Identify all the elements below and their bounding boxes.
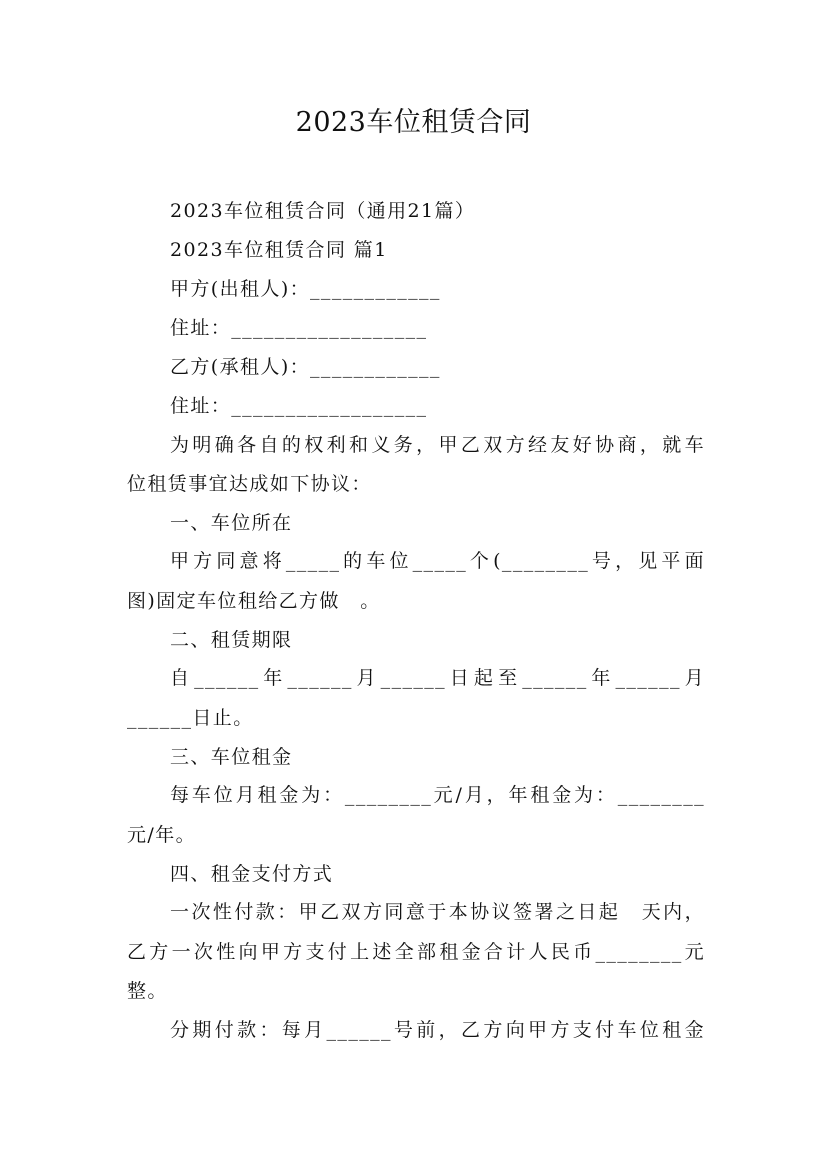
text-line: 整。 <box>127 980 168 1002</box>
text-line: 乙方一次性向甲方支付上述全部租金合计人民币________元 <box>127 941 705 963</box>
text-line: 住址：__________________ <box>170 317 428 339</box>
text-line: 为明确各自的权利和义务，甲乙双方经友好协商，就车 <box>170 434 705 456</box>
section-heading: 四、租金支付方式 <box>170 863 334 885</box>
text-line: 一次性付款：甲乙双方同意于本协议签署之日起 天内， <box>170 901 705 923</box>
text-line: 甲方同意将_____的车位_____个(________号，见平面 <box>170 550 705 572</box>
text-line: 分期付款：每月______号前，乙方向甲方支付车位租金 <box>170 1019 705 1041</box>
text-line: 每车位月租金为：________元/月，年租金为：________ <box>170 784 705 806</box>
text-line: 2023车位租赁合同（通用21篇） <box>170 200 476 222</box>
document-title: 2023车位租赁合同 <box>295 107 532 138</box>
text-line: 甲方(出租人)：____________ <box>170 278 441 300</box>
text-line: 自______年______月______日起至______年______月 <box>170 667 705 689</box>
text-line: 元/年。 <box>127 824 197 846</box>
text-line: 乙方(承租人)：____________ <box>170 356 441 378</box>
section-heading: 一、车位所在 <box>170 512 293 534</box>
text-line: 2023车位租赁合同 篇1 <box>170 239 388 261</box>
text-line: 位租赁事宜达成如下协议： <box>127 473 372 495</box>
text-line: 住址：__________________ <box>170 395 428 417</box>
section-heading: 三、车位租金 <box>170 746 293 768</box>
text-line: 图)固定车位租给乙方做 。 <box>127 590 381 612</box>
section-heading: 二、租赁期限 <box>170 629 293 651</box>
text-line: ______日止。 <box>127 707 254 729</box>
